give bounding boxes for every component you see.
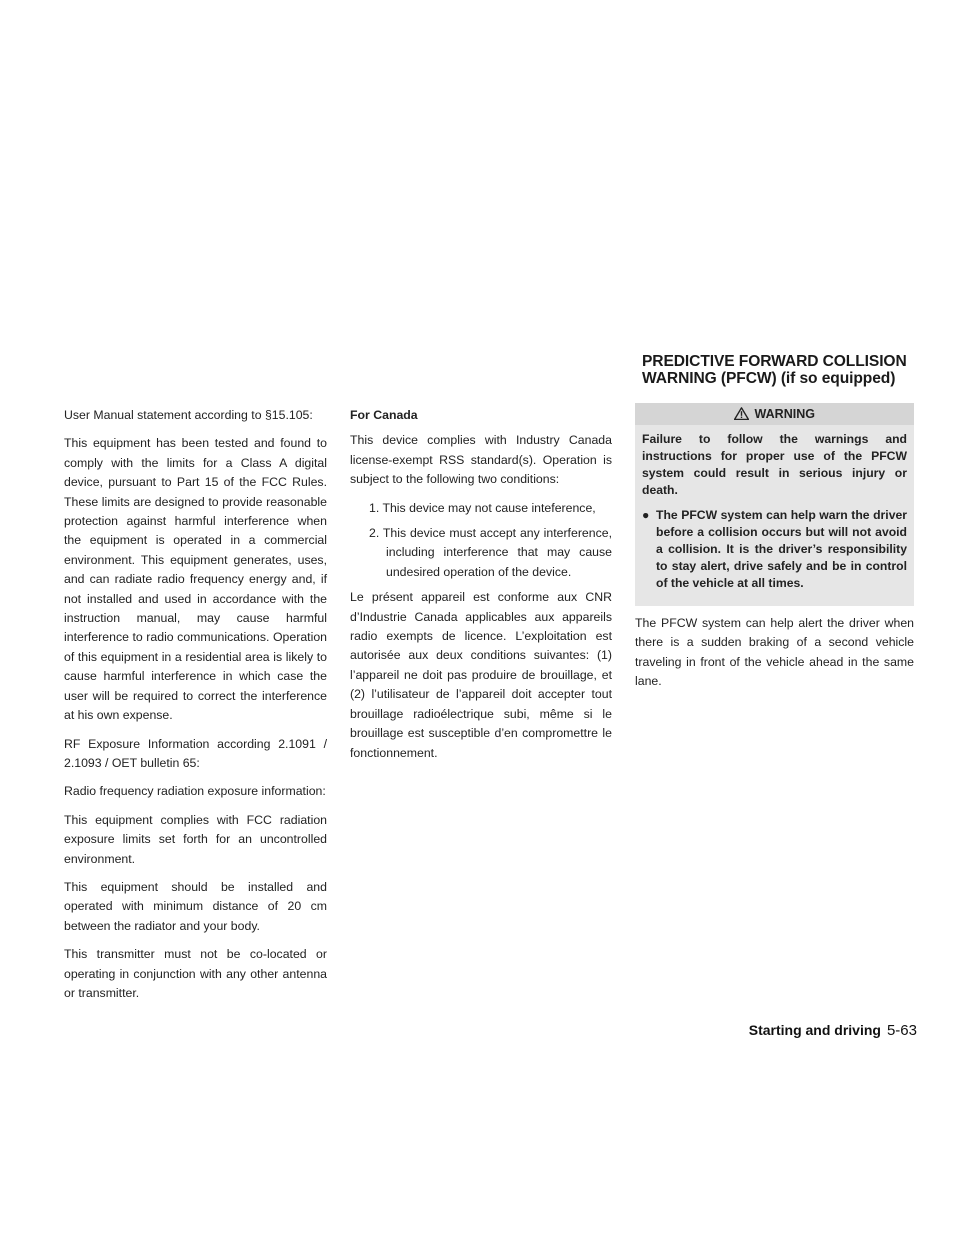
section-title <box>642 353 942 387</box>
paragraph: This transmitter must not be co-located or operating in conjunction with any other antenna or transmitter. <box>64 947 327 1000</box>
canada-heading: For Canada <box>350 408 418 422</box>
paragraph: Radio frequency radiation exposure information: <box>64 784 326 799</box>
warning-text: Failure to follow the warnings and instructions for proper use of the PFCW system could result in serious injury or death. <box>642 432 907 497</box>
middle-column <box>350 406 612 772</box>
list-item: 1. This device may not cause inteference, <box>369 500 596 515</box>
paragraph: This equipment should be installed and operated with minimum distance of 20 cm between the radiator and your body. <box>64 879 327 933</box>
list-item: 2. This device must accept any interference, including interference that may cause undesired operation of the device. <box>369 526 612 579</box>
warning-box <box>635 403 914 606</box>
page-number: 5-63 <box>886 1022 917 1039</box>
warning-bullet-item <box>642 507 907 592</box>
paragraph: The PFCW system can help alert the driver when there is a sudden braking of a second vehicle traveling in front of the vehicle ahead in the same lane. <box>635 616 914 689</box>
section-title-line1: PREDICTIVE FORWARD COLLISION <box>642 353 907 370</box>
paragraph: This equipment complies with FCC radiation exposure limits set forth for an uncontrolled environment. <box>64 812 327 866</box>
page-footer <box>749 1022 917 1039</box>
section-title-line2: WARNING (PFCW) (if so equipped) <box>642 370 896 387</box>
warning-label: WARNING <box>754 407 815 421</box>
paragraph-french: Le présent appareil est conforme aux CNR d’Industrie Canada applicables aux appareils radio exempts de licence. L’exploitation est autorisée aux deux conditions suivantes: (1) l’appareil ne doit pas produire de brouillage, et (2) l’utilisateur de l’appareil doit accepter tout brouillage radioélectrique subi, même si le brouillage est susceptible d’en compromettre le fonctionnement. <box>350 590 612 760</box>
paragraph: User Manual statement according to §15.105: <box>64 408 313 422</box>
bullet-icon: ● <box>642 508 650 522</box>
paragraph: This device complies with Industry Canada license-exempt RSS standard(s). Operation is subject to the following two conditions: <box>350 433 612 487</box>
warning-header <box>635 403 914 425</box>
left-column <box>64 406 327 1012</box>
footer-section-title: Starting and driving <box>748 1022 881 1038</box>
right-column <box>635 403 914 701</box>
paragraph: This equipment has been tested and found to comply with the limits for a Class A digital device, pursuant to Part 15 of the FCC Rules. These limits are designed to provide reasonable protection against harmful interference when the equipment is operated in a commercial environment. This equipment generates, uses, and can radiate radio frequency energy and, if not installed and used in accordance with the instruction manual, may cause harmful interference to radio communications. Operation of this equipment in a residential area is likely to cause harmful interference in which case the user will be required to correct the interference at his own expense. <box>64 436 327 723</box>
warning-triangle-icon <box>734 407 749 420</box>
warning-bullet-text: The PFCW system can help warn the driver before a collision occurs but will not avoid a collision. It is the driver’s responsibility to stay alert, drive safely and be in control of the vehicle at all times. <box>656 508 907 590</box>
paragraph: RF Exposure Information according 2.1091 / 2.1093 / OET bulletin 65: <box>64 736 327 770</box>
